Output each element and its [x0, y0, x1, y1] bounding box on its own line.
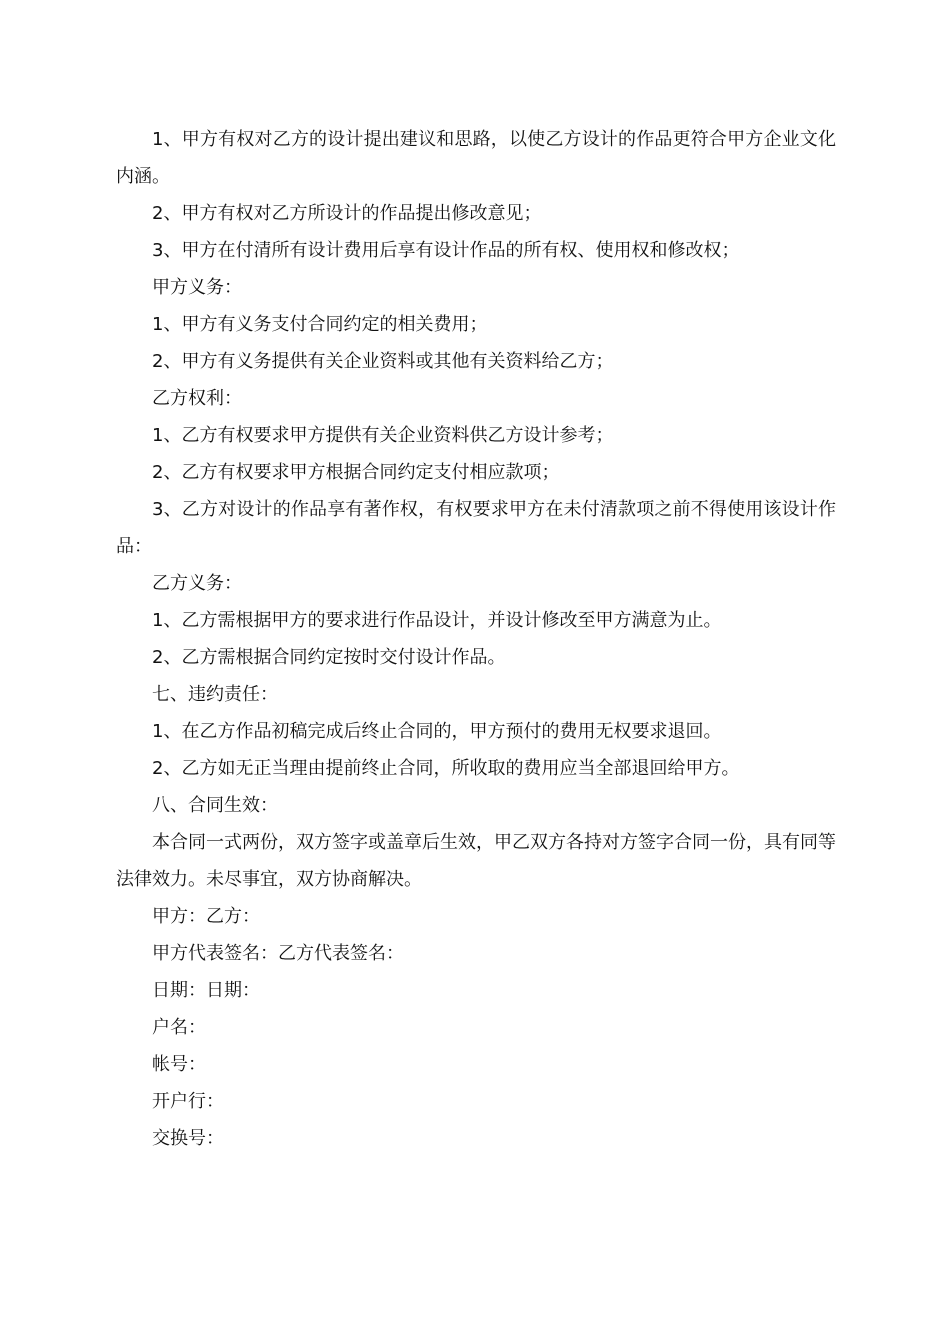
clause-party-b-right-2: 2、乙方有权要求甲方根据合同约定支付相应款项；: [152, 462, 560, 483]
clause-contract-effect: 本合同一式两份，双方签字或盖章后生效，甲乙双方各持对方签字合同一份，具有同等法律效力。未尽事宜，双方协商解决。: [116, 832, 836, 890]
heading-party-b-obligations: 乙方义务：: [152, 573, 242, 594]
heading-party-b-rights: 乙方权利：: [152, 388, 242, 409]
clause-party-b-obligation-1: 1、乙方需根据甲方的要求进行作品设计，并设计修改至甲方满意为止。: [152, 610, 722, 631]
account-name-field: 户名：: [152, 1017, 206, 1038]
clause-party-a-right-1: 1、甲方有权对乙方的设计提出建议和思路，以使乙方设计的作品更符合甲方企业文化内涵。: [116, 129, 836, 187]
exchange-number-field: 交换号：: [152, 1128, 224, 1149]
clause-party-b-right-3: 3、乙方对设计的作品享有著作权，有权要求甲方在未付清款项之前不得使用该设计作品：: [116, 499, 836, 557]
signature-parties: 甲方：乙方：: [152, 906, 260, 927]
heading-party-a-obligations: 甲方义务：: [152, 277, 242, 298]
signature-dates: 日期：日期：: [152, 980, 260, 1001]
clause-breach-1: 1、在乙方作品初稿完成后终止合同的，甲方预付的费用无权要求退回。: [152, 721, 722, 742]
clause-party-a-right-3: 3、甲方在付清所有设计费用后享有设计作品的所有权、使用权和修改权；: [152, 240, 740, 261]
clause-party-a-obligation-2: 2、甲方有义务提供有关企业资料或其他有关资料给乙方；: [152, 351, 614, 372]
clause-party-b-right-1: 1、乙方有权要求甲方提供有关企业资料供乙方设计参考；: [152, 425, 614, 446]
clause-party-a-right-2: 2、甲方有权对乙方所设计的作品提出修改意见；: [152, 203, 542, 224]
document-body: [116, 121, 836, 1157]
bank-field: 开户行：: [152, 1091, 224, 1112]
clause-party-b-obligation-2: 2、乙方需根据合同约定按时交付设计作品。: [152, 647, 506, 668]
clause-breach-2: 2、乙方如无正当理由提前终止合同，所收取的费用应当全部退回给甲方。: [152, 758, 740, 779]
heading-contract-effect: 八、合同生效：: [152, 795, 278, 816]
clause-party-a-obligation-1: 1、甲方有义务支付合同约定的相关费用；: [152, 314, 488, 335]
heading-breach-liability: 七、违约责任：: [152, 684, 278, 705]
account-number-field: 帐号：: [152, 1054, 206, 1075]
signature-representatives: 甲方代表签名：乙方代表签名：: [152, 943, 404, 964]
